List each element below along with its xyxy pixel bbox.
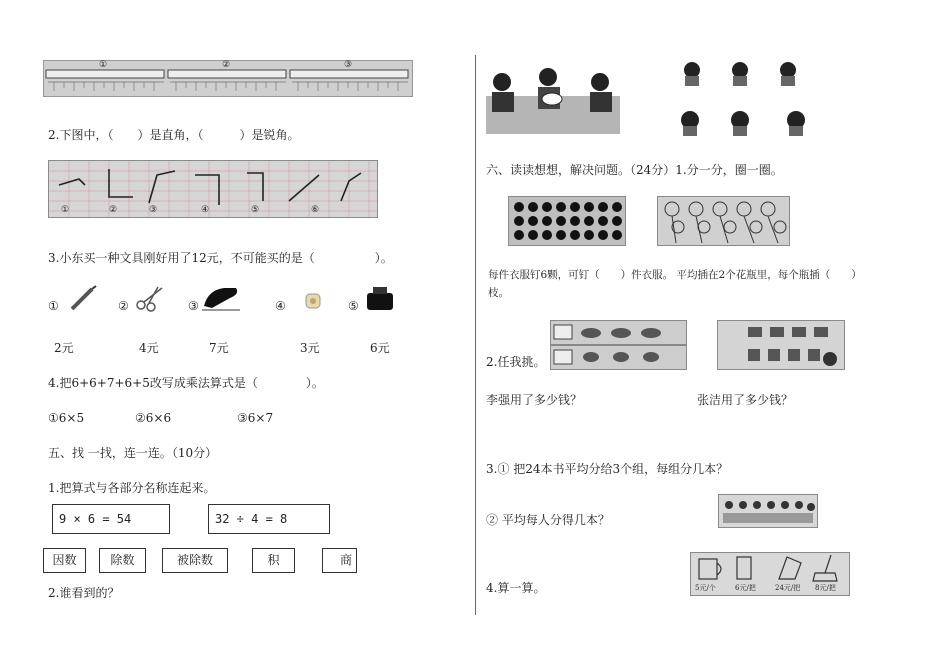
item-mark-2: ② bbox=[118, 299, 129, 313]
question-6-4: 4.算一算。 bbox=[486, 581, 546, 595]
ruler-mark-1: ① bbox=[99, 60, 108, 70]
section-6-title: 六、读读想想，解决问题。（24分）1.分一分，圈一圈。 bbox=[486, 163, 783, 177]
goods-price-2: 6元/把 bbox=[735, 584, 756, 592]
question-4: 4.把6+6+7+6+5改写成乘法算式是（ ）。 bbox=[48, 376, 324, 390]
rulers-image bbox=[43, 60, 413, 97]
question-6-2: 2.任我挑。 bbox=[486, 355, 546, 369]
price-5: 6元 bbox=[370, 341, 390, 355]
faces-image bbox=[670, 58, 820, 140]
toys-price-image-2 bbox=[717, 320, 845, 370]
scissors-icon bbox=[134, 286, 164, 312]
name-box-divisor: 除数 bbox=[99, 548, 146, 573]
item-mark-3: ③ bbox=[188, 299, 199, 313]
angle-mark-6: ⑥ bbox=[311, 205, 320, 215]
question-6-2-a: 李强用了多少钱？ bbox=[486, 393, 583, 407]
question-6-2-b: 张洁用了多少钱？ bbox=[697, 393, 794, 407]
question-6-3-b: ② 平均每人分得几本？ bbox=[486, 513, 610, 527]
toys-price-drawing-2 bbox=[718, 321, 844, 369]
pencil-case-icon bbox=[200, 284, 242, 312]
angle-mark-4: ④ bbox=[201, 205, 210, 215]
equation-box-2: 32 ÷ 4 = 8 bbox=[208, 504, 330, 534]
angle-mark-5: ⑤ bbox=[251, 205, 260, 215]
goods-image bbox=[690, 552, 850, 596]
angle-mark-2: ② bbox=[109, 205, 118, 215]
q4-option-3: ③6×7 bbox=[237, 411, 274, 425]
goods-price-broom: 8元/把 bbox=[815, 584, 836, 592]
toys-price-image-1 bbox=[550, 320, 687, 370]
classroom-image bbox=[718, 494, 818, 528]
question-6-1-line2: 枝。 bbox=[488, 287, 509, 299]
item-mark-1: ① bbox=[48, 299, 59, 313]
question-3: 3.小东买一种文具刚好用了12元，不可能买的是（ ）。 bbox=[48, 251, 393, 265]
name-box-quotient: 商 bbox=[322, 548, 357, 573]
sharpener-icon bbox=[303, 290, 323, 312]
column-divider bbox=[475, 55, 476, 615]
question-5-2: 2.谁看到的？ bbox=[48, 586, 120, 600]
question-6-1-line1: 每件衣服钉6颗，可钉（ ）件衣服。 平均插在2个花瓶里，每个瓶插（ ） bbox=[488, 269, 862, 281]
classroom-drawing bbox=[719, 495, 817, 527]
angle-mark-1: ① bbox=[61, 205, 70, 215]
goods-price-3: 24元/把 bbox=[775, 584, 801, 592]
name-box-product: 积 bbox=[252, 548, 295, 573]
price-1: 2元 bbox=[54, 341, 74, 355]
buttons-drawing bbox=[509, 197, 625, 245]
flowers-drawing bbox=[658, 197, 789, 245]
item-mark-4: ④ bbox=[275, 299, 286, 313]
name-box-factor: 因数 bbox=[43, 548, 86, 573]
angles-image bbox=[48, 160, 378, 218]
buttons-image bbox=[508, 196, 626, 246]
angles-drawing bbox=[49, 161, 377, 217]
q4-option-2: ②6×6 bbox=[135, 411, 172, 425]
equation-box-1: 9 × 6 = 54 bbox=[52, 504, 170, 534]
q4-option-1: ①6×5 bbox=[48, 411, 85, 425]
ruler-mark-3: ③ bbox=[344, 60, 353, 70]
question-2: 2.下图中，（ ）是直角，（ ）是锐角。 bbox=[48, 128, 300, 142]
ruler-mark-2: ② bbox=[222, 60, 231, 70]
children-table-image bbox=[486, 66, 622, 134]
faces-drawing bbox=[670, 58, 820, 140]
section-5-title: 五、找 一找，连一连。（10分） bbox=[48, 446, 218, 460]
goods-price-cup: 5元/个 bbox=[695, 584, 716, 592]
price-4: 3元 bbox=[300, 341, 320, 355]
price-2: 4元 bbox=[139, 341, 159, 355]
price-3: 7元 bbox=[209, 341, 229, 355]
pen-icon bbox=[66, 285, 100, 313]
ink-bottle-icon bbox=[363, 284, 397, 312]
item-mark-5: ⑤ bbox=[348, 299, 359, 313]
question-6-3: 3.① 把24本书平均分给3个组，每组分几本？ bbox=[486, 462, 729, 476]
name-box-dividend: 被除数 bbox=[162, 548, 228, 573]
children-table-drawing bbox=[486, 66, 622, 134]
flowers-image bbox=[657, 196, 790, 246]
angle-mark-3: ③ bbox=[149, 205, 158, 215]
question-5-1: 1.把算式与各部分名称连起来。 bbox=[48, 481, 216, 495]
toys-price-drawing-1 bbox=[551, 321, 686, 369]
